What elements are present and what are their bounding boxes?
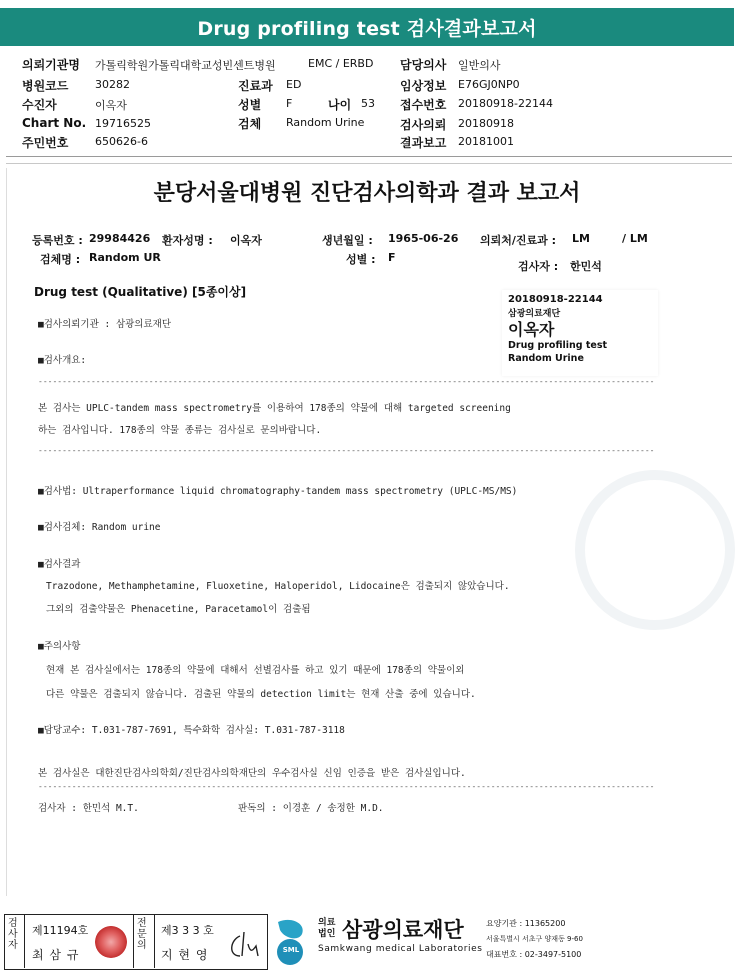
name-value: 이옥자 <box>230 234 262 247</box>
org-info-3: 대표번호 : 02-3497-5100 <box>486 950 582 959</box>
dash-divider-3: -------------------------------------------------------------------------------------------------------------------------------- <box>38 782 655 791</box>
dept-value: EMC / ERBD <box>308 57 374 70</box>
header-divider-2 <box>6 163 732 164</box>
request-value: 20180918 <box>458 117 514 130</box>
clinic-value: ED <box>286 78 302 91</box>
certification-text: 본 검사실은 대한진단검사의학회/진단검사의학재단의 우수검사실 신임 인증을 받은 검사실입니다. <box>38 768 466 779</box>
spec-value: Random UR <box>89 251 161 264</box>
banner-title: Drug profiling test 검사결과보고서 <box>197 17 537 40</box>
specimen-label-sticker <box>502 290 658 376</box>
sex-value: F <box>286 97 293 110</box>
sml-logo-icon <box>272 916 310 966</box>
result-line-1: Trazodone, Methamphetamine, Fluoxetine, Haloperidol, Lidocaine은 검출되지 않았습니다. <box>46 581 510 592</box>
org-info-2: 서울특별시 서초구 양재동 9-60 <box>486 935 583 943</box>
footer-person-2: 지 현 영 <box>161 948 209 962</box>
doctor-label: 담당의사 <box>400 58 447 72</box>
report-date-label: 결과보고 <box>400 136 447 150</box>
receipt-label: 접수번호 <box>400 98 447 112</box>
dept-value-1: LM <box>572 232 590 245</box>
overview-line-1: 본 검사는 UPLC-tandem mass spectrometry를 이용하여 178종의 약물에 대해 targeted screening <box>38 403 511 414</box>
chart-value: 19716525 <box>95 117 151 130</box>
footer-specialist-label: 전문의 <box>137 918 147 951</box>
section-requester: ■검사의뢰기관 : 삼광의료재단 <box>38 319 172 330</box>
section-caution: ■주의사항 <box>38 641 81 652</box>
section-contact: ■담당교수: T.031-787-7691, 특수화학 검사실: T.031-787-3118 <box>38 725 345 736</box>
sex-label-2: 성별 : <box>346 253 376 266</box>
org-name: 삼광의료재단 <box>342 918 464 942</box>
sml-logo-text: SML <box>282 946 300 954</box>
sex-value-2: F <box>388 251 396 264</box>
spec-label: 검체명 : <box>40 253 81 266</box>
sign-reader: 판독의 : 이경훈 / 송정한 M.D. <box>238 803 384 814</box>
footer-examiner-label: 검사자 <box>8 918 18 951</box>
overview-line-2: 하는 검사입니다. 178종의 약물 종류는 검사실로 문의바랍니다. <box>38 425 322 436</box>
dash-divider-2: -------------------------------------------------------------------------------------------------------------------------------- <box>38 446 655 455</box>
reg-label: 등록번호 : <box>32 234 83 247</box>
dash-divider-1: -------------------------------------------------------------------------------------------------------------------------------- <box>38 377 655 386</box>
doctor-value: 일반의사 <box>458 59 501 72</box>
dept-value-2: / LM <box>622 232 648 245</box>
section-result: ■검사결과 <box>38 559 81 570</box>
report-banner <box>0 8 734 46</box>
code-value: 30282 <box>95 78 130 91</box>
test-name: Drug test (Qualitative) [5종이상] <box>34 285 247 299</box>
sticker-name: 이옥자 <box>508 320 555 339</box>
clinical-label: 임상정보 <box>400 79 447 93</box>
sticker-test: Drug profiling test <box>508 340 608 351</box>
official-seal-stamp <box>95 926 127 958</box>
hospital-value: 가톨릭학원가톨릭대학교성빈센트병원 <box>95 59 276 72</box>
section-method: ■검사법: Ultraperformance liquid chromatography-tandem mass spectrometry (UPLC-MS/MS) <box>38 486 518 497</box>
watermark-seal <box>575 470 735 630</box>
handwritten-signature <box>226 930 262 960</box>
org-info-1: 요양기관 : 11365200 <box>486 919 566 928</box>
org-prefix-2: 법인 <box>318 929 336 939</box>
sticker-org: 삼광의료재단 <box>508 309 561 319</box>
name-label: 환자성명 : <box>162 234 213 247</box>
id-label: 주민번호 <box>22 136 69 150</box>
header-divider-1 <box>6 156 732 157</box>
footer-license-1: 제11194호 <box>32 924 89 937</box>
examiner-value: 한민석 <box>570 260 602 273</box>
footer <box>0 912 734 972</box>
footer-license-2: 제3 3 3 호 <box>161 924 214 937</box>
id-value: 650626-6 <box>95 135 148 148</box>
org-name-en: Samkwang medical Laboratories <box>318 944 483 954</box>
hospital-label: 의뢰기관명 <box>22 58 80 72</box>
caution-line-1: 현재 본 검사실에서는 178종의 약물에 대해서 선별검사를 하고 있기 때문에 178종의 약물이외 <box>46 665 465 676</box>
clinical-value: E76GJ0NP0 <box>458 78 520 91</box>
patient-label: 수진자 <box>22 98 57 112</box>
dob-value: 1965-06-26 <box>388 232 459 245</box>
clinic-label: 진료과 <box>238 79 273 93</box>
dob-label: 생년월일 : <box>322 234 373 247</box>
dept-label: 의뢰처/진료과 : <box>480 234 557 247</box>
sticker-number: 20180918-22144 <box>508 294 603 305</box>
age-value: 53 <box>361 97 375 110</box>
sex-label: 성별 <box>238 98 262 112</box>
result-line-2: 그외의 검출약물은 Phenacetine, Paracetamol이 검출됨 <box>46 604 311 615</box>
request-label: 검사의뢰 <box>400 118 447 132</box>
section-overview: ■검사개요: <box>38 355 87 366</box>
age-label: 나이 <box>328 98 352 112</box>
caution-line-2: 다른 약물은 검출되지 않습니다. 검출된 약물의 detection limit는 현재 산출 중에 있습니다. <box>46 689 476 700</box>
section-specimen: ■검사검체: Random urine <box>38 522 161 533</box>
reg-value: 29984426 <box>89 232 151 245</box>
report-title: 분당서울대병원 진단검사의학과 결과 보고서 <box>153 181 581 206</box>
chart-label: Chart No. <box>22 116 87 130</box>
examiner-label: 검사자 : <box>518 260 559 273</box>
specimen-label: 검체 <box>238 117 262 131</box>
sticker-specimen: Random Urine <box>508 353 584 364</box>
patient-value: 이옥자 <box>95 99 127 112</box>
code-label: 병원코드 <box>22 79 69 93</box>
report-date-value: 20181001 <box>458 135 514 148</box>
receipt-value: 20180918-22144 <box>458 97 553 110</box>
org-prefix-1: 의료 <box>318 918 336 928</box>
specimen-value: Random Urine <box>286 116 365 129</box>
sign-examiner: 검사자 : 한민석 M.T. <box>38 803 139 814</box>
footer-person-1: 최 삼 규 <box>32 948 80 962</box>
